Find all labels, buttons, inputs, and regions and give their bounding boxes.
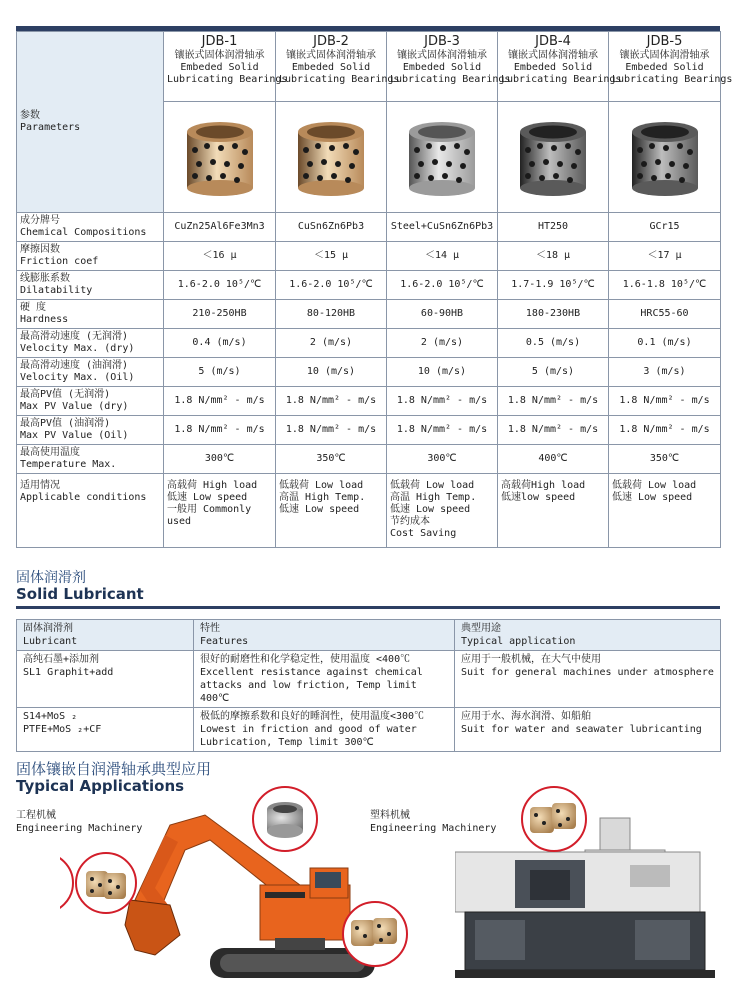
row-label-1: 成分牌号 Chemical Compositions: [17, 213, 164, 242]
cell-5-1: 0.4 (m/s): [164, 329, 276, 358]
lub-header-1: 固体润滑剂 Lubricant: [17, 620, 194, 651]
cell-3-3: 1.6-2.0 10⁵/℃: [387, 271, 498, 300]
cell-7-4: 1.8 N/mm² - m/s: [498, 387, 609, 416]
row-label-6: 最高滑动速度 (油润滑) Velocity Max. (Oil): [17, 358, 164, 387]
cell-8-5: 1.8 N/mm² - m/s: [609, 416, 721, 445]
cell-2-3: ＜14 μ: [387, 242, 498, 271]
bearing-photo-icon-3: [397, 112, 487, 202]
solid-lubricant-title-en: Solid Lubricant: [16, 585, 144, 603]
row-label-4: 硬 度 Hardness: [17, 300, 164, 329]
applications-title-cn: 固体镶嵌自润滑轴承典型应用: [16, 760, 212, 778]
lub-cell-2-2: 极低的摩擦系数和良好的睡润性，使用温度<300℃ Lowest in friction and good of water Lubrication, Temp limit 300℃: [194, 708, 455, 752]
cell-2-1: ＜16 μ: [164, 242, 276, 271]
cell-4-1: 210-250HB: [164, 300, 276, 329]
applications-title-en: Typical Applications: [16, 777, 185, 795]
model-header-4: JDB-4 镶嵌式固体润滑轴承 Embeded Solid Lubricating Bearings: [498, 32, 609, 102]
cell-5-5: 0.1 (m/s): [609, 329, 721, 358]
row-label-7: 最高PV值 (无润滑) Max PV Value (dry): [17, 387, 164, 416]
cell-7-2: 1.8 N/mm² - m/s: [276, 387, 387, 416]
cell-1-2: CuSn6Zn6Pb3: [276, 213, 387, 242]
lub-header-2: 特性 Features: [194, 620, 455, 651]
lub-cell-1-1: 高纯石墨+添加剂 SL1 Graphit+add: [17, 651, 194, 708]
bearing-bubble-icon-2: [251, 785, 319, 853]
cell-1-5: GCr15: [609, 213, 721, 242]
cell-4-5: HRC55-60: [609, 300, 721, 329]
cell-6-4: 5 (m/s): [498, 358, 609, 387]
param-label: 参数 Parameters: [17, 32, 164, 213]
lubricant-table: [16, 619, 721, 752]
app-label-1: 工程机械 Engineering Machinery: [16, 810, 143, 834]
cell-7-5: 1.8 N/mm² - m/s: [609, 387, 721, 416]
cell-9-3: 300℃: [387, 445, 498, 474]
cell-9-2: 350℃: [276, 445, 387, 474]
cell-6-3: 10 (m/s): [387, 358, 498, 387]
cell-1-3: Steel+CuSn6Zn6Pb3: [387, 213, 498, 242]
cell-8-3: 1.8 N/mm² - m/s: [387, 416, 498, 445]
bearing-bubble-icon-4: [520, 785, 588, 853]
section-rule: [16, 606, 720, 609]
applicable-cell-3: 低载荷 Low load 高温 High Temp. 低速 Low speed 节约成本 Cost Saving: [387, 474, 498, 548]
lub-cell-1-2: 很好的耐磨性和化学稳定性，使用温度 <400℃ Excellent resistance against chemical attacks and low friction, Temp limit 400℃: [194, 651, 455, 708]
cell-4-2: 80-120HB: [276, 300, 387, 329]
bearing-bubble-icon-3: [341, 900, 409, 968]
row-label-9: 最高使用温度 Temperature Max.: [17, 445, 164, 474]
bearing-image-cell-5: [609, 102, 721, 213]
row-label-2: 摩擦因数 Friction coef: [17, 242, 164, 271]
model-header-3: JDB-3 镶嵌式固体润滑轴承 Embeded Solid Lubricating Bearings: [387, 32, 498, 102]
model-header-5: JDB-5 镶嵌式固体润滑轴承 Embeded Solid Lubricating Bearings: [609, 32, 721, 102]
cell-9-4: 400℃: [498, 445, 609, 474]
model-header-2: JDB-2 镶嵌式固体润滑轴承 Embeded Solid Lubricating Bearings: [276, 32, 387, 102]
bearing-photo-icon-2: [286, 112, 376, 202]
lub-cell-2-3: 应用于水、海水润滑、如船舶 Suit for water and seawater lubricanting: [455, 708, 721, 752]
lub-cell-2-1: S14+MoS ₂ PTFE+MoS ₂+CF: [17, 708, 194, 752]
cell-1-4: HT250: [498, 213, 609, 242]
model-header-1: JDB-1 镶嵌式固体润滑轴承 Embeded Solid Lubricating Bearings: [164, 32, 276, 102]
cell-5-4: 0.5 (m/s): [498, 329, 609, 358]
cell-9-5: 350℃: [609, 445, 721, 474]
bearing-image-cell-1: [164, 102, 276, 213]
row-label-8: 最高PV值 (油润滑) Max PV Value (Oil): [17, 416, 164, 445]
applicable-cell-4: 高载荷High load 低速low speed: [498, 474, 609, 548]
lub-cell-1-3: 应用于一般机械，在大气中使用 Suit for general machines under atmosphere: [455, 651, 721, 708]
cell-7-1: 1.8 N/mm² - m/s: [164, 387, 276, 416]
row-label-5: 最高滑动速度 (无润滑) Velocity Max. (dry): [17, 329, 164, 358]
row-label-applicable: 适用情况 Applicable conditions: [17, 474, 164, 548]
cell-3-1: 1.6-2.0 10⁵/℃: [164, 271, 276, 300]
applicable-cell-5: 低载荷 Low load 低速 Low speed: [609, 474, 721, 548]
cell-4-4: 180-230HB: [498, 300, 609, 329]
cell-3-2: 1.6-2.0 10⁵/℃: [276, 271, 387, 300]
bearing-image-cell-3: [387, 102, 498, 213]
cell-2-4: ＜18 μ: [498, 242, 609, 271]
applicable-cell-2: 低载荷 Low load 高温 High Temp. 低速 Low speed: [276, 474, 387, 548]
applicable-cell-1: 高载荷 High load 低速 Low speed 一般用 Commonly used: [164, 474, 276, 548]
cell-8-2: 1.8 N/mm² - m/s: [276, 416, 387, 445]
cell-1-1: CuZn25Al6Fe3Mn3: [164, 213, 276, 242]
spec-table: [16, 31, 733, 548]
molding-machine-illustration: [455, 790, 725, 985]
cell-8-4: 1.8 N/mm² - m/s: [498, 416, 609, 445]
row-label-3: 线膨胀系数 Dilatability: [17, 271, 164, 300]
bearing-bubble-icon-1: [74, 851, 138, 915]
bearing-image-cell-2: [276, 102, 387, 213]
cell-3-4: 1.7-1.9 10⁵/℃: [498, 271, 609, 300]
lub-header-3: 典型用途 Typical application: [455, 620, 721, 651]
cell-6-2: 10 (m/s): [276, 358, 387, 387]
cell-2-2: ＜15 μ: [276, 242, 387, 271]
cell-8-1: 1.8 N/mm² - m/s: [164, 416, 276, 445]
bearing-photo-icon-5: [620, 112, 710, 202]
cell-6-1: 5 (m/s): [164, 358, 276, 387]
bearing-photo-icon-1: [175, 112, 265, 202]
app-label-2: 塑料机械 Engineering Machinery: [370, 810, 497, 834]
cell-4-3: 60-90HB: [387, 300, 498, 329]
solid-lubricant-title-cn: 固体润滑剂: [16, 570, 86, 586]
cell-2-5: ＜17 μ: [609, 242, 721, 271]
bearing-image-cell-4: [498, 102, 609, 213]
cell-5-2: 2 (m/s): [276, 329, 387, 358]
bearing-photo-icon-4: [508, 112, 598, 202]
cell-6-5: 3 (m/s): [609, 358, 721, 387]
cell-7-3: 1.8 N/mm² - m/s: [387, 387, 498, 416]
cell-5-3: 2 (m/s): [387, 329, 498, 358]
cell-9-1: 300℃: [164, 445, 276, 474]
cell-3-5: 1.6-1.8 10⁵/℃: [609, 271, 721, 300]
